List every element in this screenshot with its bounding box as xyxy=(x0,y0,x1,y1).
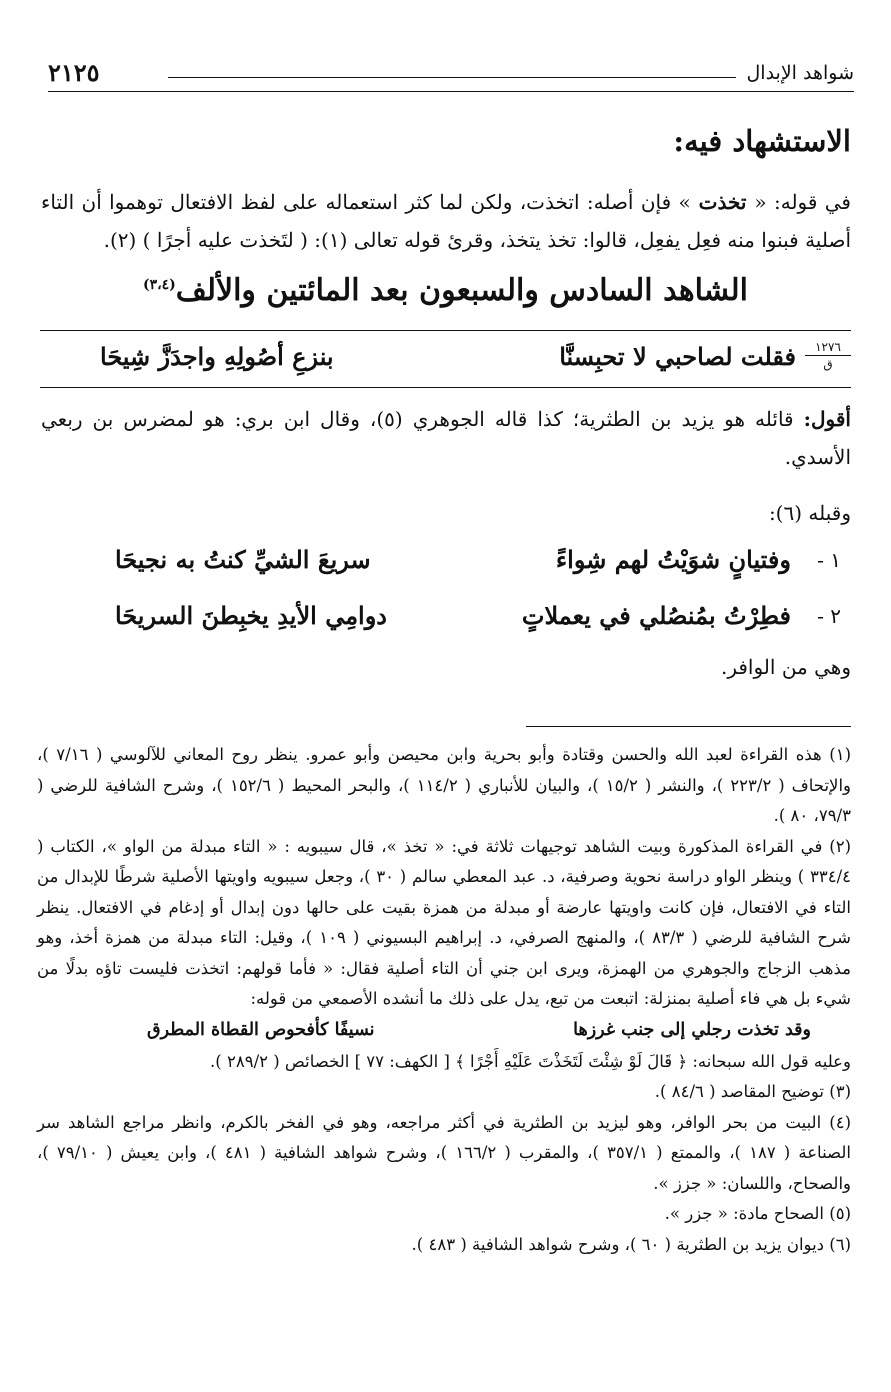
para2-text: قائله هو يزيد بن الطثرية؛ كذا قاله الجوهري (٥)، وقال ابن بري: هو لمضرس بن ربعي الأسدي. xyxy=(41,407,851,469)
para1-rest: » فإن أصله: اتخذت، ولكن لما كثر استعماله على لفظ الافتعال توهموا أن التاء أصلية فبنوا منه فعِل يفعِل، قالوا: تخذ يتخذ، وقرئ قوله تعالى (١): ( لتَخذت عليه أجرًا ) (٢). xyxy=(41,190,851,252)
footnote-verse xyxy=(37,1015,851,1047)
footnote-1: (١) هذه القراءة لعبد الله والحسن وقتادة وأبو بحرية وابن محيصن وأبو عمرو. ينظر روح المعاني للآلوسي ( ٧/١٦ )، والإتحاف ( ٢٢٣/٢ )، والنشر ( ١٥/٢ )، والبيان للأنباري ( ١١٤/٢ )، والبحر المحيط ( ١٥٢/٦ )، وشرح الشافية للرضي ( ٧٩/٣، ٨٠ ). xyxy=(37,745,851,825)
para1-prefix: في قوله: « xyxy=(754,190,851,214)
footnote-verse-hemistich-1: وقد تخذت رجلي إلى جنب غرزها xyxy=(573,1019,811,1040)
para1-keyword: تخذت xyxy=(690,190,755,214)
paragraph-citation xyxy=(41,183,851,259)
paragraph-meter: وهي من الوافر. xyxy=(720,655,851,679)
running-title: شواهد الإبدال xyxy=(746,62,854,84)
header-underline xyxy=(48,91,854,92)
verse-hemistich-1: وفتيانٍ شوَيْتُ لهم شِواءً xyxy=(555,545,791,574)
verse-hemistich-2: دوامِي الأيدِ يخبِطنَ السريحَا xyxy=(115,601,387,630)
footnote-3: (٣) توضيح المقاصد ( ٨٤/٦ ). xyxy=(654,1082,851,1101)
footnotes xyxy=(37,740,851,1260)
shahid-title-text: الشاهد السادس والسبعون بعد المائتين والألف xyxy=(175,273,749,308)
shahid-number xyxy=(805,339,851,372)
footnote-verse-hemistich-2: نسيفًا كأفحوص القطاة المطرق xyxy=(147,1019,375,1040)
verse-line xyxy=(40,540,851,590)
paragraph-attribution xyxy=(41,400,851,476)
shahid-hemistich-1: فقلت لصاحبي لا تحبِسنَّا xyxy=(559,342,796,371)
shahid-title xyxy=(40,273,851,308)
shahid-number-value: ١٢٧٦ xyxy=(805,339,851,356)
footnote-4: (٤) البيت من بحر الوافر، وهو ليزيد بن الطثرية في أكثر مراجعه، وهو في الفخر بالكرم، وانظر مراجع الشاهد سر الصناعة ( ١٨٧ )، والممتع ( ٣٥٧/١ )، والمقرب ( ١٦٦/٢ )، وشرح شواهد الشافية ( ٤٨١ )، وابن يعيش ( ٧٩/١٠ )، والصحاح، واللسان: « جزز ». xyxy=(37,1112,851,1193)
page-number: ٢١٢٥ xyxy=(48,58,100,87)
shahid-verse-box xyxy=(40,330,851,388)
footnote-2: (٢) في القراءة المذكورة وبيت الشاهد توجيهات ثلاثة في: « تخذ »، قال سيبويه : « التاء مبدلة من الواو »، الكتاب ( ٣٣٤/٤ ) وينظر الواو دراسة نحوية وصرفية، د. عبد المعطي سالم ( ٣٠ )، وجعل سيبويه واويتها الأصلية شرطًا للإبدال من التاء في الافتعال، فإن كانت واويتها عارضة أو مبدلة من همزة بقيت على حالها دون إبدال أو إدغام في الافتعال. ينظر شرح الشافية للرضي ( ٨٣/٣ )، والمنهج الصرفي، د. إبراهيم البسيوني ( ١٠٩ )، وقيل: التاء مبدلة من همزة أخذ، وهو مذهب الزجاج والجوهري من الهمزة، ويرى ابن جني أن التاء أصلية فقال: « فأما قولهم: اتخذت فليست تاؤه بدلًا من شيء بل هي فاء أصلية بمنزلة: اتبعت من تبع، يدل على ذلك ما أنشده الأصمعي من قوله: xyxy=(37,836,851,1008)
verse-number: ١ - xyxy=(817,548,841,572)
verse-hemistich-2: سريعَ الشيِّ كنتُ به نجيحَا xyxy=(115,545,371,574)
shahid-hemistich-2: بنزعِ أصُولِهِ واجدَزَّ شِيحَا xyxy=(100,342,334,371)
footnote-rule xyxy=(526,726,851,727)
paragraph-preceding: وقبله (٦): xyxy=(768,501,851,525)
footnote-5: (٥) الصحاح مادة: « جزر ». xyxy=(664,1204,851,1223)
header-rule xyxy=(168,77,736,78)
para2-lead: أقول: xyxy=(803,407,851,431)
running-head xyxy=(48,58,854,88)
footnote-6: (٦) ديوان يزيد بن الطثرية ( ٦٠ )، وشرح شواهد الشافية ( ٤٨٣ ). xyxy=(411,1234,851,1254)
shahid-refs: (٣،٤) xyxy=(142,277,176,293)
section-heading: الاستشهاد فيه: xyxy=(673,124,851,158)
verse-hemistich-1: فطِرْتُ بمُنصُلي في يعملاتٍ xyxy=(521,601,791,630)
shahid-number-letter: ق xyxy=(823,357,833,371)
footnote-2-end: وعليه قول الله سبحانه: ﴿ قَالَ لَوْ شِئْتَ لَتَخَذْتَ عَلَيْهِ أَجْرًا ﴾ [ الكهف: ٧٧ ] الخصائص ( ٢٨٩/٢ ). xyxy=(210,1051,851,1071)
verse-line xyxy=(40,596,851,646)
verse-number: ٢ - xyxy=(817,604,841,628)
